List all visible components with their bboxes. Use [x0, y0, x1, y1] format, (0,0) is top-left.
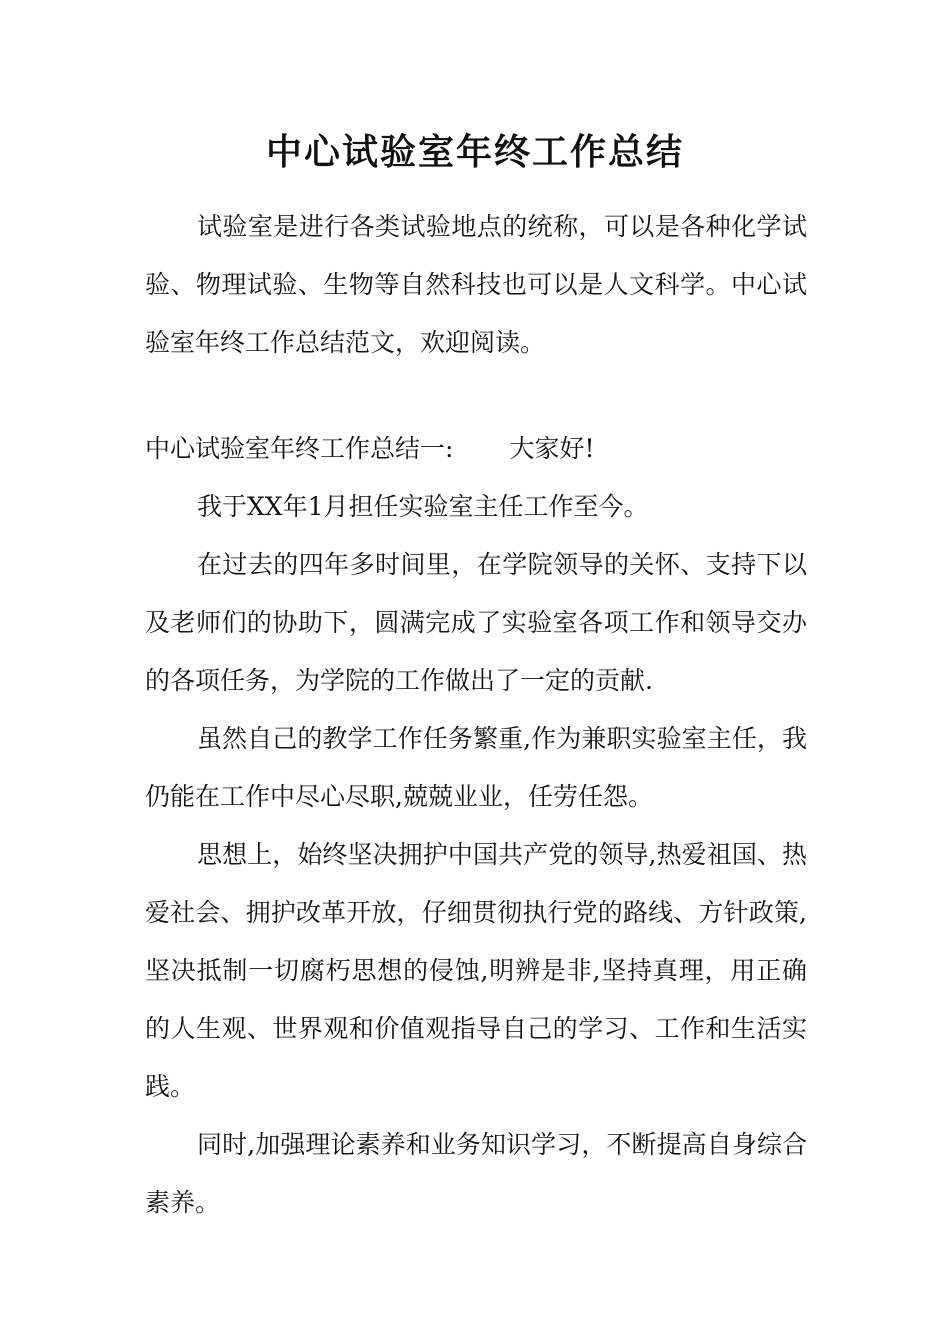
paragraph-spacer: [145, 372, 807, 420]
section-heading: 中心试验室年终工作总结一:: [145, 434, 454, 463]
document-body: [145, 198, 807, 1232]
body-paragraph: 虽然自己的教学工作任务繁重,作为兼职实验室主任，我仍能在工作中尽心尽职,兢兢业业，任劳任怨。: [145, 724, 807, 811]
section-heading-line: [145, 420, 807, 478]
body-paragraph: 在过去的四年多时间里，在学院领导的关怀、支持下以及老师们的协助下，圆满完成了实验室各项工作和领导交办的各项任务，为学院的工作做出了一定的贡献.: [145, 550, 807, 695]
greeting: 大家好!: [509, 434, 595, 463]
body-paragraph: 同时,加强理论素养和业务知识学习，不断提高自身综合素养。: [145, 1130, 807, 1217]
intro-paragraph: 试验室是进行各类试验地点的统称，可以是各种化学试验、物理试验、生物等自然科技也可以是人文科学。中心试验室年终工作总结范文，欢迎阅读。: [145, 212, 807, 357]
document-title: 中心试验室年终工作总结: [265, 131, 684, 173]
body-paragraph: 我于XX年1月担任实验室主任工作至今。: [197, 492, 649, 521]
body-paragraph: 思想上，始终坚决拥护中国共产党的领导,热爱祖国、热爱社会、拥护改革开放，仔细贯彻执行党的路线、方针政策,坚决抵制一切腐朽思想的侵蚀,明辨是非,坚持真理，用正确的人生观、世界观和价值观指导自己的学习、工作和生活实践。: [145, 840, 807, 1101]
